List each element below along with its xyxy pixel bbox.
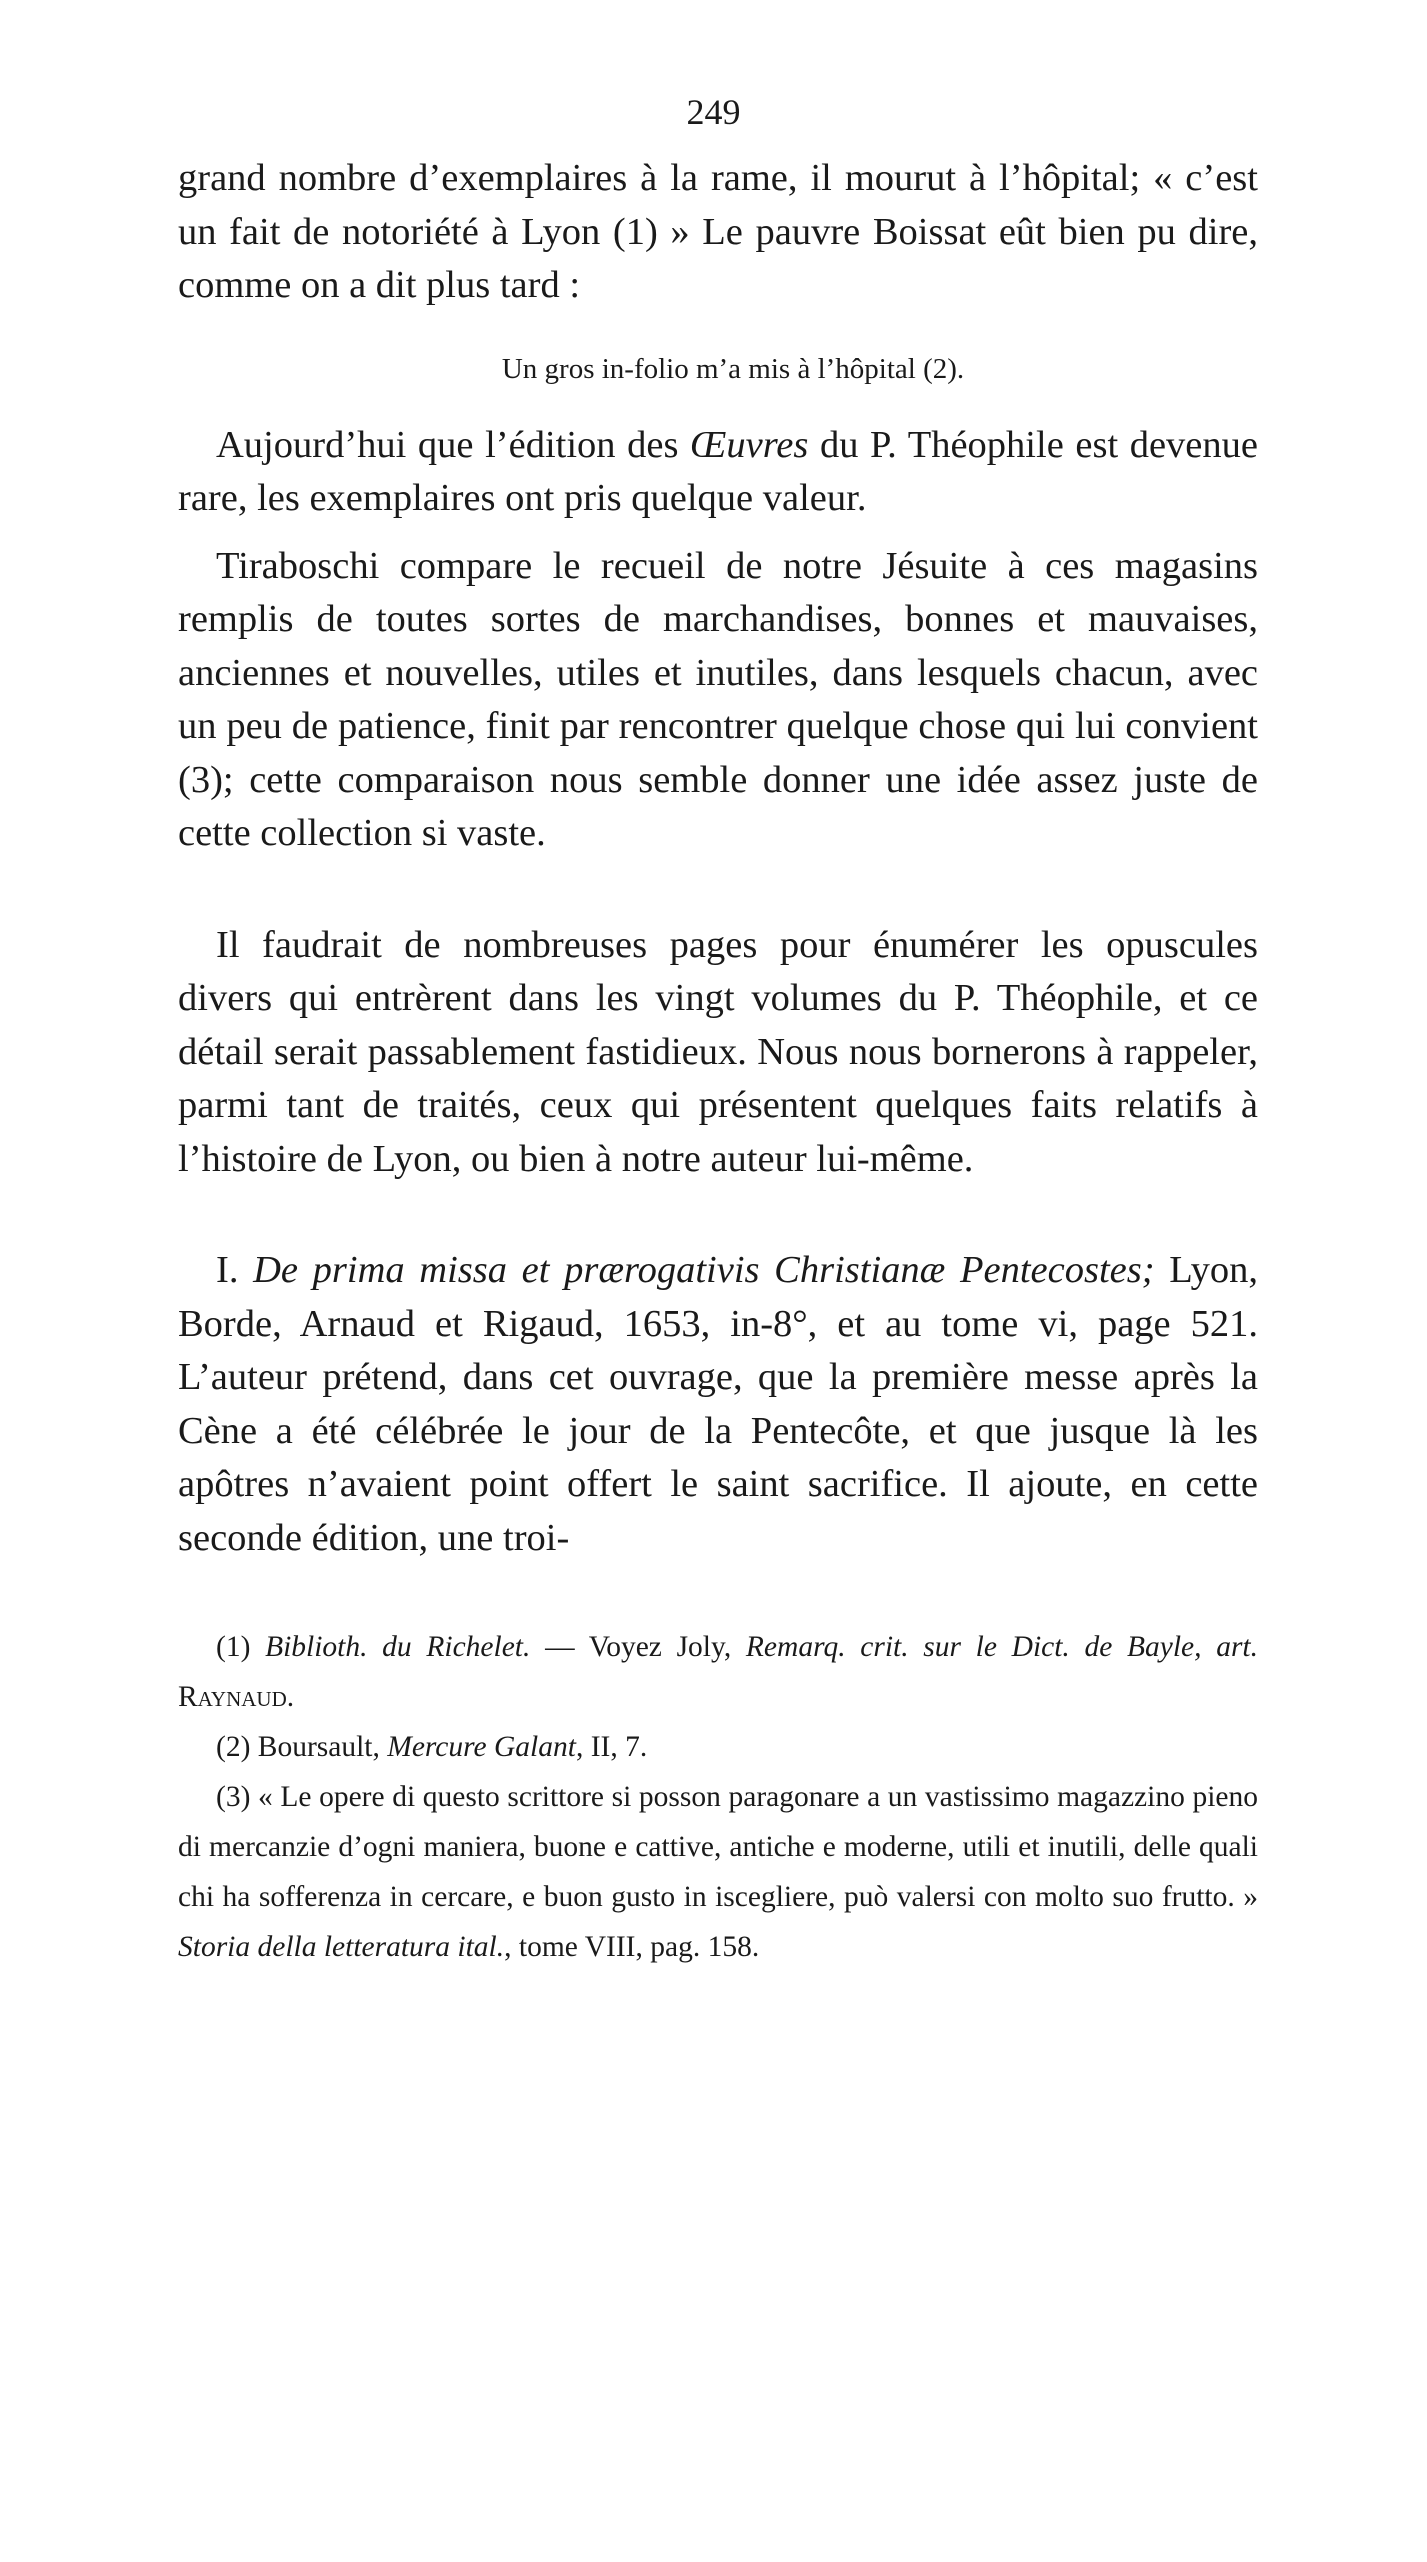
quoted-verse: Un gros in-folio m’a mis à l’hôpital (2). bbox=[501, 352, 965, 385]
footnote-text: (3) « Le opere di questo scrittore si posson paragonare a un vastissimo magazzino pieno di mercanzie d’ogni maniera, buone e cattive, antiche e moderne, utili et inutili, delle quali chi ha sofferenza in cercare, e buon gusto in isceglierе, può valersi con molto suo frutto. » bbox=[178, 1781, 1258, 1913]
footnote-2 bbox=[178, 1722, 1258, 1772]
footnote-italic: Biblioth. du Richelet. bbox=[265, 1631, 531, 1663]
footnotes bbox=[178, 1622, 1258, 1972]
paragraph-text: du P. Théophile est devenue rare, les exemplaires ont pris quelque valeur. bbox=[178, 423, 1258, 519]
paragraph-oeuvres bbox=[178, 419, 1258, 526]
main-text bbox=[178, 152, 1258, 1565]
footnote-text: , tome VIII, pag. 158. bbox=[504, 1931, 760, 1963]
footnote-text: (2) Boursault, bbox=[216, 1731, 388, 1763]
footnote-italic: Mercure Galant bbox=[387, 1731, 576, 1763]
footnote-italic: Storia della letteratura ital. bbox=[178, 1931, 505, 1963]
footnote-3 bbox=[178, 1772, 1258, 1972]
page-number: 249 bbox=[686, 92, 741, 132]
paragraph-tiraboschi: Tiraboschi compare le recueil de notre Jésuite à ces magasins remplis de toutes sortes de marchandises, bonnes et mauvaises, anciennes et nouvelles, utiles et inutiles, dans lesquels chacun, avec un peu de patience, finit par rencontrer quelque chose qui lui convient (3); cette comparaison nous semble donner une idée assez juste de cette collection si vaste. bbox=[178, 544, 1258, 854]
footnote-text: , II, 7. bbox=[575, 1731, 648, 1763]
paragraph-item-one bbox=[178, 1244, 1258, 1565]
footnote-italic: Remarq. crit. sur le Dict. de Bayle, art. bbox=[745, 1631, 1259, 1663]
footnote-1 bbox=[178, 1622, 1258, 1722]
footnote-smallcaps: Raynaud. bbox=[178, 1681, 295, 1713]
footnote-text: (1) bbox=[216, 1631, 266, 1663]
paragraph-opuscules: Il faudrait de nombreuses pages pour énumérer les opuscules divers qui entrèrent dans les vingt volumes du P. Théophile, et ce détail serait passablement fastidieux. Nous nous bornerons à rappeler, parmi tant de traités, ceux qui présentent quelques faits relatifs à l’histoire de Lyon, ou bien à notre auteur lui-même. bbox=[178, 923, 1258, 1180]
paragraph-text: Lyon, Borde, Arnaud et Rigaud, 1653, in-8°, et au tome vi, page 521. L’auteur prétend, dans cet ouvrage, que la première messe après la Cène a été célébrée le jour de la Pentecôte, et que jusque là les apôtres n’avaient point offert le saint sacrifice. Il ajoute, en cette seconde édition, une troi- bbox=[178, 1249, 1258, 1559]
footnote-text: — Voyez Joly, bbox=[530, 1631, 746, 1663]
item-number: I. bbox=[216, 1249, 254, 1291]
italic-title: Œuvres bbox=[690, 423, 809, 466]
paragraph-text: Aujourd’hui que l’édition des bbox=[216, 423, 691, 466]
italic-title: De prima missa et prærogativis Christianæ Pentecostes; bbox=[253, 1249, 1155, 1291]
paragraph-continuation: grand nombre d’exemplaires à la rame, il mourut à l’hôpital; « c’est un fait de notoriété à Lyon (1) » Le pauvre Boissat eût bien pu dire, comme on a dit plus tard : bbox=[178, 157, 1258, 306]
